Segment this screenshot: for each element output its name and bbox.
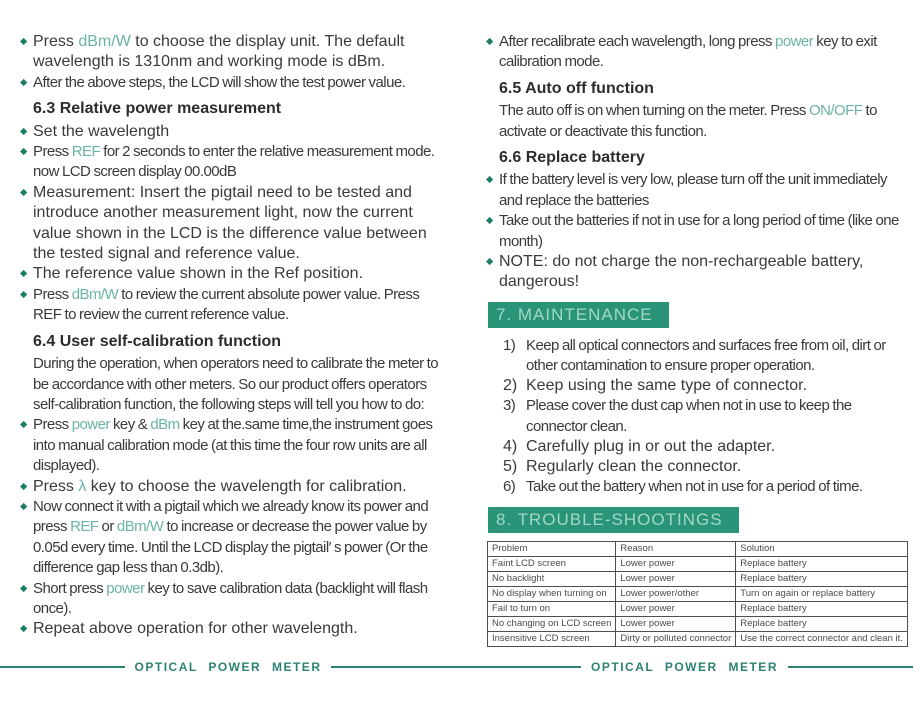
text-segment: key to choose the wavelength for calibration.	[86, 477, 407, 495]
text-segment: Set the wavelength	[33, 122, 170, 140]
text-segment: Repeat above operation for other wavelength.	[33, 620, 358, 638]
footer-rule	[456, 666, 581, 668]
text-segment: Press	[33, 416, 72, 434]
text-segment: or	[98, 518, 117, 536]
table-row	[488, 586, 908, 601]
numbered-item	[486, 336, 907, 376]
table-header-cell: Problem	[488, 541, 616, 556]
text-segment: After recalibrate each wavelength, long press	[499, 33, 776, 50]
bullet-diamond-icon: ◆	[486, 256, 494, 268]
text-segment: Now connect it with a pigtail which we already know its power and press	[33, 497, 429, 536]
bullet-item	[20, 477, 444, 497]
bullet-item	[486, 170, 907, 211]
table-cell: Lower power	[616, 571, 736, 586]
bullet-diamond-icon: ◆	[486, 215, 493, 227]
text-segment: Keep using the same type of connector.	[526, 377, 808, 395]
table-cell: Replace battery	[736, 616, 908, 631]
numbered-item	[486, 477, 907, 497]
table-header-row	[488, 541, 908, 556]
text-segment: If the battery level is very low, please turn off the unit immediately and replace the batteries	[499, 171, 887, 209]
table-row	[488, 616, 908, 631]
bullet-item	[20, 264, 444, 284]
bullet-item	[20, 122, 444, 142]
text-segment: Press	[33, 143, 72, 161]
text-segment: 6.4 User self-calibration function	[33, 332, 282, 350]
table-cell: Dirty or polluted connector	[616, 631, 736, 646]
numbered-item	[486, 437, 907, 457]
bullet-item	[20, 183, 444, 265]
bullet-diamond-icon: ◆	[486, 174, 493, 186]
bullet-diamond-icon: ◆	[20, 623, 28, 635]
text-segment: The auto off is on when turning on the meter. Press	[499, 102, 809, 120]
text-segment: Regularly clean the connector.	[526, 458, 742, 476]
table-cell: No backlight	[488, 571, 616, 586]
bullet-diamond-icon: ◆	[486, 36, 493, 47]
table-cell: Lower power	[616, 616, 736, 631]
bullet-diamond-icon: ◆	[20, 186, 28, 198]
bullet-item	[20, 73, 444, 93]
table-cell: Fail to turn on	[488, 601, 616, 616]
bullet-diamond-icon: ◆	[20, 288, 27, 300]
paragraph	[20, 354, 444, 415]
table-row	[488, 556, 908, 571]
text-segment: Take out the batteries if not in use for a long period of time (like one month)	[499, 212, 899, 250]
table-cell: No changing on LCD screen	[488, 616, 616, 631]
text-segment: 6.5 Auto off function	[499, 79, 654, 97]
table-cell: No display when turning on	[488, 586, 616, 601]
table-cell: Lower power	[616, 556, 736, 571]
bullet-item	[20, 619, 444, 639]
section-banner: 8. TROUBLE-SHOOTINGS	[488, 507, 739, 533]
keyword: dBm/W	[71, 285, 119, 303]
numbered-item	[486, 396, 907, 436]
bullet-item	[20, 142, 444, 183]
table-cell: Replace battery	[736, 601, 908, 616]
bullet-diamond-icon: ◆	[20, 582, 27, 594]
keyword: REF	[70, 518, 99, 536]
text-segment: Please cover the dust cap when not in use to keep the connector clean.	[526, 397, 852, 435]
text-segment: The reference value shown in the Ref position.	[33, 265, 363, 283]
text-segment: 6.6 Replace battery	[499, 149, 645, 167]
section-banner: 7. MAINTENANCE	[488, 302, 669, 328]
right-page-footer	[456, 660, 913, 674]
text-segment: Press	[33, 477, 79, 495]
bullet-item	[20, 415, 444, 476]
numbered-item	[486, 376, 907, 396]
table-cell: Lower power/other	[616, 586, 736, 601]
text-segment: for 2 seconds to enter the relative measurement mode. now LCD screen display 00.00dB	[33, 143, 435, 181]
table-cell: Lower power	[616, 601, 736, 616]
bullet-item	[20, 32, 444, 73]
table-cell: Replace battery	[736, 556, 908, 571]
text-segment: to increase or decrease the power value by 0.05d every time. Until the LCD display the pigtail′ s power (Or the difference gap less than 0.3db).	[33, 518, 428, 577]
item-number: 5)	[503, 458, 518, 476]
footer-title: OPTICAL POWER METER	[591, 660, 778, 674]
numbered-item	[486, 457, 907, 477]
keyword: λ	[78, 477, 87, 495]
text-segment: 6.3 Relative power measurement	[33, 100, 282, 118]
text-segment: Measurement: Insert the pigtail need to be tested and introduce another measurement light, now the current value shown in the LCD is the difference value between the tested signal and reference value.	[33, 183, 427, 263]
paragraph	[486, 101, 907, 142]
bullet-diamond-icon: ◆	[20, 36, 28, 47]
keyword: power	[106, 579, 145, 597]
table-header-cell: Reason	[616, 541, 736, 556]
bullet-item	[486, 32, 907, 73]
table-row	[488, 601, 908, 616]
text-segment: NOTE: do not charge the non-rechargeable battery, dangerous!	[499, 253, 864, 291]
bullet-item	[486, 211, 907, 252]
text-segment: Short press	[33, 579, 107, 597]
table-cell: Turn on again or replace battery	[736, 586, 908, 601]
subsection-heading	[486, 148, 907, 168]
right-column	[456, 0, 913, 718]
keyword: power	[71, 416, 110, 434]
bullet-diamond-icon: ◆	[20, 500, 27, 512]
troubleshooting-table	[487, 541, 908, 647]
keyword: ON/OFF	[809, 102, 863, 120]
bullet-diamond-icon: ◆	[20, 125, 28, 137]
footer-rule	[0, 666, 125, 668]
text-segment: to activate or deactivate this function.	[499, 102, 877, 140]
left-page-footer	[0, 660, 456, 674]
table-header-cell: Solution	[736, 541, 908, 556]
table-cell: Faint LCD screen	[488, 556, 616, 571]
bullet-diamond-icon: ◆	[20, 480, 28, 492]
item-number: 2)	[503, 377, 518, 395]
bullet-diamond-icon: ◆	[20, 419, 27, 431]
bullet-item	[20, 579, 444, 620]
text-segment: Keep all optical connectors and surfaces free from oil, dirt or other contamination to ensure proper operation.	[526, 336, 886, 375]
bullet-diamond-icon: ◆	[20, 268, 28, 280]
subsection-heading	[20, 99, 444, 119]
footer-title: OPTICAL POWER METER	[134, 660, 322, 674]
keyword: REF	[71, 143, 101, 161]
text-segment: key at the.same time,the instrument goes into manual calibration mode (at this time the four row units are all displayed).	[33, 416, 433, 475]
text-segment: key to save calibration data (backlight will flash once).	[33, 579, 428, 617]
text-segment: to review the current absolute power value. Press REF to review the current reference value.	[33, 285, 420, 324]
text-segment: After the above steps, the LCD will show the test power value.	[33, 73, 406, 91]
footer-rule	[788, 666, 913, 668]
item-number: 6)	[503, 478, 516, 496]
item-number: 1)	[503, 336, 516, 354]
section-banner-row	[488, 507, 907, 533]
left-column	[0, 0, 456, 718]
item-number: 4)	[503, 437, 518, 455]
table-cell: Replace battery	[736, 571, 908, 586]
text-segment: Carefully plug in or out the adapter.	[526, 437, 776, 455]
text-segment: key to exit calibration mode.	[499, 33, 877, 71]
keyword: dBm	[150, 416, 180, 434]
text-segment: Press	[33, 33, 79, 50]
subsection-heading	[20, 332, 444, 352]
text-segment: Take out the battery when not in use for a period of time.	[526, 478, 863, 496]
table-row	[488, 571, 908, 586]
text-segment: During the operation, when operators need to calibrate the meter to be accordance with other meters. So our product offers operators self-calibration function, the following steps will tell you how to do:	[33, 355, 439, 413]
bullet-diamond-icon: ◆	[20, 76, 27, 88]
bullet-item	[486, 252, 907, 293]
item-number: 3)	[503, 397, 516, 415]
bullet-diamond-icon: ◆	[20, 146, 27, 158]
text-segment: Press	[33, 285, 72, 303]
text-segment: key &	[109, 416, 151, 434]
table-cell: Use the correct connector and clean it.	[736, 631, 908, 646]
footer-rule	[331, 666, 456, 668]
table-cell: Insensitive LCD screen	[488, 631, 616, 646]
bullet-item	[20, 285, 444, 326]
text-segment: to choose the display unit. The default wavelength is 1310nm and working mode is dBm.	[33, 33, 405, 71]
section-banner-row	[488, 302, 907, 328]
keyword: dBm/W	[116, 518, 164, 536]
subsection-heading	[486, 79, 907, 99]
table-row	[488, 631, 908, 646]
keyword: power	[775, 33, 814, 50]
keyword: dBm/W	[78, 33, 131, 50]
bullet-item	[20, 497, 444, 579]
